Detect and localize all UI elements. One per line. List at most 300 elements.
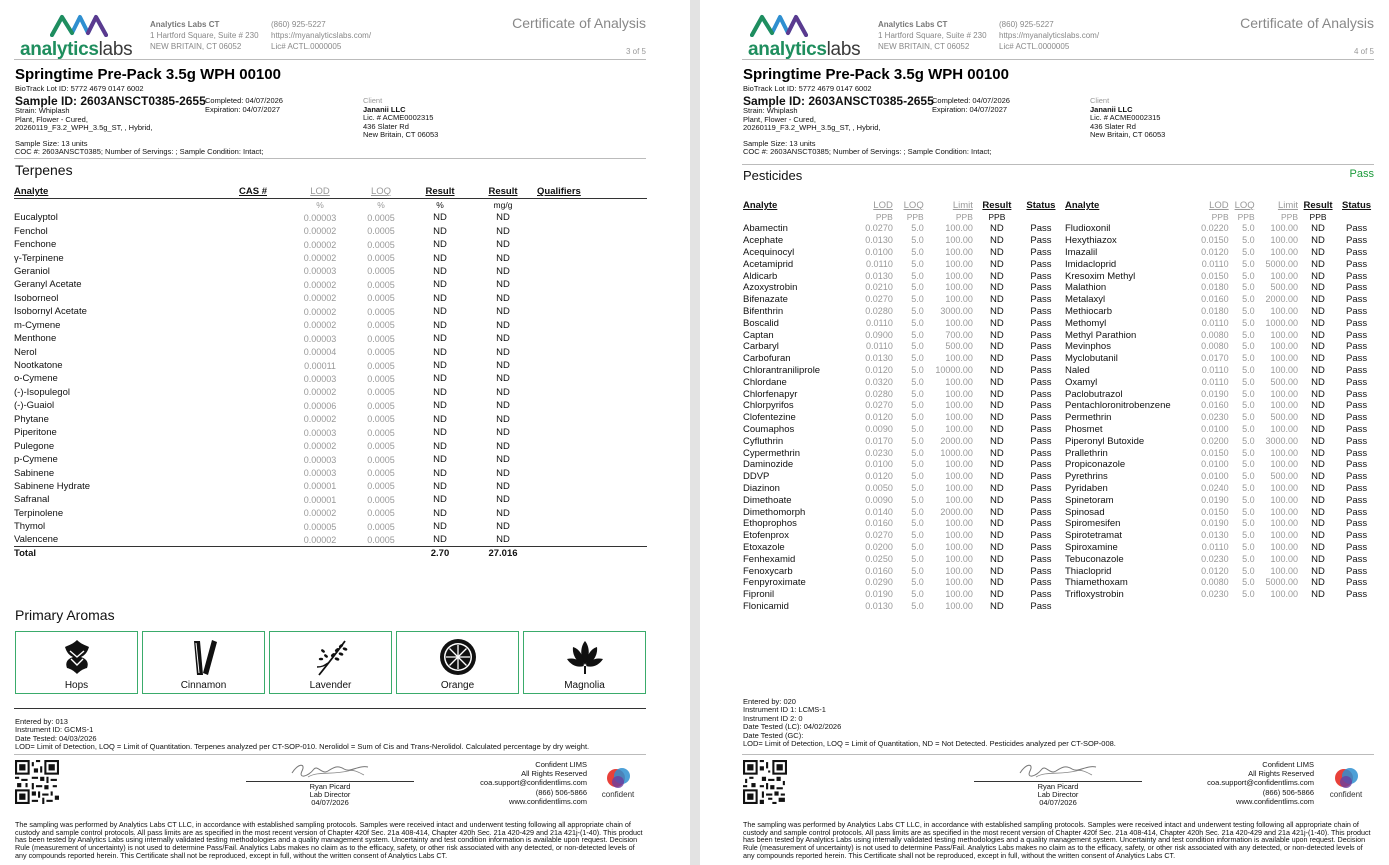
lims-phone: (866) 506-5866: [1262, 787, 1314, 797]
aroma-orange: [396, 631, 519, 694]
cas-cell: [239, 359, 289, 372]
legal-disclaimer: The sampling was performed by Analytics Labs CT LLC, in accordance with established sampling protocols. Samples were received intact and underwent testing following all appropriate chain of custody and sample control protocols. All pass limits are as specified in the most recent version of Chapter 420f Sec. 21a 408-414, Chapter 420h Sec. 21a 420-429 and 21a 421j-(1-40). This product has been tested by Analytics Labs using internally validated testing methodologies and a quality management system. Uncertainty and test condition information is available upon request. Decision Rule (measurement of uncertainty) is not used to determine Pass/Fail. Analytics Labs makes no claim as to the efficacy, safety, or other risk associated with any detected, or non-detected levels of any compounds reported herein. This Certificate shall not be reproduced, except in full, without the written consent of Analytics Labs CT.: [743, 820, 1371, 860]
table-row: [743, 353, 1061, 365]
analyte-cell: m-Cymene: [14, 319, 61, 331]
cas-cell: [239, 453, 289, 466]
table-row: [743, 589, 1061, 601]
analyte-cell: Thymol: [14, 521, 46, 533]
lab-website[interactable]: https://myanalyticslabs.com/: [999, 31, 1100, 40]
analyte-cell: Coumaphos: [743, 423, 795, 435]
analyte-cell: Acephate: [743, 235, 784, 247]
status-cell: Pass: [1030, 317, 1052, 329]
client-address1: 436 Slater Rd: [363, 121, 409, 131]
lab-name: Analytics Labs CT: [150, 20, 220, 29]
lod-cell: 0.00003: [303, 373, 337, 384]
analyte-cell: Flonicamid: [743, 600, 789, 612]
status-cell: Pass: [1030, 223, 1052, 235]
status-cell: Pass: [1030, 282, 1052, 294]
table-row: [1065, 306, 1375, 318]
signer-name: Ryan Picard: [309, 782, 351, 791]
limit-cell: 100.00: [945, 600, 973, 611]
limit-cell: 100.00: [1270, 400, 1298, 411]
lod-cell: 0.0100: [1201, 423, 1229, 434]
footer-rule-2: [742, 754, 1374, 755]
table-row: [743, 329, 1061, 341]
lod-cell: 0.0150: [1201, 506, 1229, 517]
client-license: Lic. # ACME0002315: [1090, 113, 1161, 123]
status-cell: Pass: [1030, 447, 1052, 459]
lab-address-line1: 1 Hartford Square, Suite # 230: [150, 31, 259, 40]
result-mgg-cell: ND: [496, 346, 510, 358]
analyte-cell: Methiocarb: [1065, 305, 1112, 317]
status-cell: Pass: [1345, 553, 1368, 565]
loq-cell: 5.0: [911, 435, 924, 446]
result-cell: ND: [990, 388, 1004, 400]
batch: 20260119_F3.2_WPH_3.5g_ST, , Hybrid,: [15, 123, 153, 133]
lod-cell: 0.0200: [865, 541, 893, 552]
result-cell: ND: [990, 577, 1004, 589]
result-cell: ND: [990, 317, 1004, 329]
signature-icon: [288, 759, 372, 783]
unit-result-pct: %: [436, 199, 444, 210]
limit-cell: 100.00: [945, 577, 973, 588]
table-row: [1065, 518, 1375, 530]
total-label: Total: [14, 547, 239, 560]
lab-license: Lic# ACTL.0000005: [999, 42, 1070, 51]
result-cell: ND: [990, 376, 1004, 388]
loq-cell: 0.0005: [367, 239, 395, 250]
status-cell: Pass: [1345, 471, 1368, 483]
table-row: [743, 459, 1061, 471]
legal-disclaimer: The sampling was performed by Analytics Labs CT LLC, in accordance with established sampling protocols. Samples were received intact and underwent testing following all appropriate chain of custody and sample control protocols. All pass limits are as specified in the most recent version of Chapter 420f Sec. 21a 408-414, Chapter 420h Sec. 21a 420-429 and 21a 421j-(1-40). This product has been tested by Analytics Labs using internally validated testing methodologies and a quality management system. Uncertainty and test condition information is available upon request. Decision Rule (measurement of uncertainty) is not used to determine Pass/Fail. Analytics Labs makes no claim as to the efficacy, safety, or other risk associated with any detected, or non-detected levels of any compounds reported herein. This Certificate shall not be reproduced, except in full, without the written consent of Analytics Labs CT.: [15, 820, 643, 860]
terpenes-table: [14, 186, 647, 560]
analyte-cell: Clofentezine: [743, 412, 796, 424]
table-row: [1065, 424, 1375, 436]
lab-contact: [999, 19, 1099, 52]
table-row: [14, 520, 647, 533]
cas-cell: [239, 211, 289, 224]
cas-cell: [239, 238, 289, 251]
col-result: Result: [1303, 200, 1333, 211]
client-name: Jananii LLC: [363, 104, 406, 114]
result-mgg-cell: ND: [496, 239, 510, 251]
col-cas: CAS #: [239, 186, 289, 198]
magnolia-icon: [565, 637, 605, 677]
loq-cell: 5.0: [1242, 235, 1255, 246]
table-row: [14, 238, 647, 251]
lod-cell: 0.00002: [303, 320, 337, 331]
table-row: [14, 439, 647, 452]
sample-size: Sample Size: 13 units: [15, 139, 88, 148]
limit-cell: 3000.00: [1265, 435, 1298, 446]
analyte-cell: Tebuconazole: [1065, 553, 1124, 565]
status-cell: Pass: [1345, 246, 1368, 258]
lod-cell: 0.0280: [865, 305, 893, 316]
status-cell: Pass: [1345, 317, 1368, 329]
lod-cell: 0.0050: [865, 482, 893, 493]
loq-cell: 5.0: [911, 329, 924, 340]
table-row: [743, 542, 1061, 554]
analyte-cell: Bifenthrin: [743, 305, 784, 317]
lab-address-line1: 1 Hartford Square, Suite # 230: [878, 31, 987, 40]
result-pct-cell: ND: [433, 454, 447, 466]
lims-info: [1207, 760, 1314, 806]
lod-cell: 0.0130: [865, 235, 893, 246]
limit-cell: 100.00: [1270, 589, 1298, 600]
result-cell: ND: [990, 423, 1004, 435]
loq-cell: 5.0: [911, 577, 924, 588]
col-qualifiers: Qualifiers: [537, 186, 647, 198]
status-cell: Pass: [1345, 400, 1368, 412]
terpenes-header-row: [14, 186, 647, 198]
col-status: Status: [1342, 200, 1372, 211]
status-cell: Pass: [1030, 294, 1052, 306]
table-row: [1065, 459, 1375, 471]
status-cell: Pass: [1345, 482, 1368, 494]
result-cell: ND: [1311, 270, 1325, 282]
result-mgg-cell: ND: [496, 480, 510, 492]
analyte-cell: Geraniol: [14, 265, 50, 277]
analyte-cell: Cyfluthrin: [743, 435, 784, 447]
loq-cell: 5.0: [1242, 541, 1255, 552]
loq-cell: 5.0: [1242, 376, 1255, 387]
lims-email[interactable]: coa.support@confidentlims.com: [480, 778, 587, 788]
limit-cell: 100.00: [945, 400, 973, 411]
qualifiers-cell: [537, 480, 647, 493]
result-cell: ND: [990, 235, 1004, 247]
qr-code-icon[interactable]: [743, 760, 787, 804]
qualifiers-cell: [537, 520, 647, 533]
sample-id: Sample ID: 2603ANSCT0385-2655: [15, 94, 206, 108]
loq-cell: 5.0: [911, 388, 924, 399]
analyte-cell: Captan: [743, 329, 774, 341]
table-row: [14, 372, 647, 385]
result-mgg-cell: ND: [496, 252, 510, 264]
limit-cell: 2000.00: [940, 435, 973, 446]
certificate-title: Certificate of Analysis: [512, 15, 646, 31]
header-rule: [14, 59, 646, 60]
hops-icon: [57, 637, 97, 677]
qualifiers-cell: [537, 547, 647, 560]
lod-cell: 0.0120: [1201, 565, 1229, 576]
lod-cell: 0.0100: [865, 246, 893, 257]
loq-cell: 0.0005: [367, 534, 395, 545]
lod-cell: 0.00004: [303, 347, 337, 358]
result-cell: ND: [990, 294, 1004, 306]
cas-cell: [239, 345, 289, 358]
limit-cell: 100.00: [945, 376, 973, 387]
analytics-labs-logo-text: analyticslabs: [748, 39, 861, 60]
limit-cell: 500.00: [1270, 412, 1298, 423]
lod-cell: 0.0130: [865, 270, 893, 281]
status-cell: Pass: [1030, 435, 1052, 447]
lod-cell: 0.00002: [303, 239, 337, 250]
status-cell: Pass: [1030, 565, 1052, 577]
unit-result: PPB: [988, 212, 1006, 222]
table-row: [14, 480, 647, 493]
analyte-cell: (-)-Guaiol: [14, 400, 55, 412]
result-pct-cell: ND: [433, 413, 447, 425]
loq-cell: 0.0005: [367, 360, 395, 371]
loq-cell: 5.0: [911, 553, 924, 564]
analyte-cell: Hexythiazox: [1065, 235, 1117, 247]
analyte-cell: Prallethrin: [1065, 447, 1108, 459]
lod-cell: 0.00002: [303, 387, 337, 398]
status-cell: Pass: [1030, 400, 1052, 412]
result-cell: ND: [990, 518, 1004, 530]
table-row: [1065, 530, 1375, 542]
matrix: Plant, Flower - Cured,: [743, 114, 816, 124]
analyte-cell: Thiacloprid: [1065, 565, 1112, 577]
cinnamon-icon: [184, 637, 224, 677]
lod-cell: 0.00002: [303, 508, 337, 519]
limit-cell: 100.00: [1270, 246, 1298, 257]
instrument-id-1: Instrument ID 1: LCMS-1: [743, 705, 826, 715]
lims-website[interactable]: www.confidentlims.com: [1236, 796, 1314, 806]
result-cell: ND: [990, 553, 1004, 565]
cas-cell: [239, 493, 289, 506]
limit-cell: 100.00: [945, 494, 973, 505]
qr-code-icon[interactable]: [15, 760, 59, 804]
limit-cell: 100.00: [945, 388, 973, 399]
loq-cell: 0.0005: [367, 494, 395, 505]
result-cell: ND: [990, 589, 1004, 601]
col-lod: LOD: [873, 200, 893, 211]
analyte-cell: Pyridaben: [1065, 482, 1108, 494]
table-row: [1065, 494, 1375, 506]
lab-address: [878, 19, 987, 52]
lod-cell: 0.0210: [865, 282, 893, 293]
test-footer-notes: [743, 698, 1116, 748]
result-mgg-cell: ND: [496, 265, 510, 277]
loq-cell: 5.0: [1242, 482, 1255, 493]
cas-cell: [239, 547, 289, 560]
lims-website[interactable]: www.confidentlims.com: [509, 796, 587, 806]
biotrack-lot-id: BioTrack Lot ID: 5772 4679 0147 6002: [743, 84, 872, 93]
qualifiers-cell: [537, 292, 647, 305]
lod-cell: 0.00003: [303, 212, 337, 223]
loq-cell: 0.0005: [367, 387, 395, 398]
lod-cell: 0.00001: [303, 481, 337, 492]
table-row: [743, 424, 1061, 436]
limit-cell: 100.00: [1270, 518, 1298, 529]
table-row: [1065, 506, 1375, 518]
loq-cell: 5.0: [911, 530, 924, 541]
result-pct-cell: ND: [433, 386, 447, 398]
lod-cell: 0.0230: [865, 447, 893, 458]
lod-cell: 0.0190: [1201, 388, 1229, 399]
result-cell: ND: [990, 305, 1004, 317]
lims-email[interactable]: coa.support@confidentlims.com: [1207, 778, 1314, 788]
client-name: Jananii LLC: [1090, 104, 1133, 114]
lod-cell: 0.0270: [865, 223, 893, 234]
loq-cell: 0.0005: [367, 333, 395, 344]
result-cell: ND: [990, 494, 1004, 506]
lod-cell: 0.00002: [303, 441, 337, 452]
unit-loq: PPB: [1237, 212, 1255, 222]
result-mgg-cell: ND: [496, 333, 510, 345]
confident-logo-icon: [1326, 766, 1366, 800]
result-cell: ND: [1311, 494, 1325, 506]
coa-page-4: [700, 0, 1389, 865]
lod-cell: 0.0270: [865, 400, 893, 411]
lod-cell: 0.0100: [865, 459, 893, 470]
loq-cell: 5.0: [1242, 400, 1255, 411]
result-cell: ND: [990, 412, 1004, 424]
col-loq: LOQ: [1234, 200, 1255, 211]
lab-website[interactable]: https://myanalyticslabs.com/: [271, 31, 372, 40]
table-row: [743, 412, 1061, 424]
lod-cell: 0.00003: [303, 454, 337, 465]
limit-cell: 100.00: [945, 589, 973, 600]
result-cell: ND: [1311, 305, 1325, 317]
table-row: [14, 345, 647, 358]
svg-text:confident: confident: [1329, 790, 1363, 799]
signature-icon: [1016, 759, 1100, 783]
client-block: [363, 97, 438, 140]
result-cell: ND: [1311, 294, 1325, 306]
table-row: [14, 453, 647, 466]
loq-cell: 5.0: [911, 423, 924, 434]
result-pct-cell: ND: [433, 467, 447, 479]
limit-cell: 100.00: [1270, 353, 1298, 364]
lod-cell: 0.0170: [865, 435, 893, 446]
loq-cell: 5.0: [911, 412, 924, 423]
result-pct-cell: ND: [433, 534, 447, 546]
analyte-cell: DDVP: [743, 471, 770, 483]
limit-cell: 100.00: [1270, 270, 1298, 281]
analyte-cell: p-Cymene: [14, 454, 58, 466]
limit-cell: 100.00: [945, 553, 973, 564]
analyte-cell: Cypermethrin: [743, 447, 801, 459]
lab-address: [150, 19, 259, 52]
loq-cell: 5.0: [1242, 317, 1255, 328]
analyte-cell: Dimethoate: [743, 494, 792, 506]
signer-block: [246, 783, 414, 808]
limit-cell: 100.00: [945, 423, 973, 434]
result-cell: ND: [990, 400, 1004, 412]
loq-cell: 5.0: [911, 305, 924, 316]
analyte-cell: Carbaryl: [743, 341, 779, 353]
aroma-hops: [15, 631, 138, 694]
analyte-cell: Piperonyl Butoxide: [1065, 435, 1145, 447]
result-cell: ND: [990, 565, 1004, 577]
analyte-cell: Carbofuran: [743, 353, 791, 365]
pesticides-table-right: [1065, 199, 1375, 601]
limit-cell: 100.00: [1270, 447, 1298, 458]
result-mgg-cell: ND: [496, 386, 510, 398]
expiration-date: Expiration: 04/07/2027: [932, 104, 1008, 114]
cas-cell: [239, 480, 289, 493]
instrument-id: Instrument ID: GCMS-1: [15, 725, 94, 735]
status-cell: Pass: [1345, 423, 1368, 435]
analyte-cell: Geranyl Acetate: [14, 279, 82, 291]
lod-cell: 0.0190: [1201, 518, 1229, 529]
lod-cell: 0.0270: [865, 530, 893, 541]
status-cell: Pass: [1030, 376, 1052, 388]
cas-cell: [239, 292, 289, 305]
status-cell: Pass: [1345, 364, 1368, 376]
result-mgg-cell: ND: [496, 534, 510, 546]
aroma-label-hops: Hops: [64, 680, 89, 691]
result-cell: ND: [990, 329, 1004, 341]
terpenes-section-title: Terpenes: [15, 162, 73, 178]
pesticides-status-badge: Pass: [1349, 168, 1374, 180]
qualifiers-cell: [537, 466, 647, 479]
lod-cell: 0.0150: [1201, 235, 1229, 246]
status-cell: Pass: [1345, 530, 1368, 542]
loq-cell: 5.0: [911, 294, 924, 305]
qualifiers-cell: [537, 493, 647, 506]
status-cell: Pass: [1345, 412, 1368, 424]
result-cell: ND: [1311, 482, 1325, 494]
result-cell: ND: [990, 459, 1004, 471]
col-lod: LOD: [1209, 200, 1229, 211]
table-row: [14, 224, 647, 237]
status-cell: Pass: [1345, 282, 1368, 294]
limit-cell: 5000.00: [1265, 258, 1298, 269]
qualifiers-cell: [537, 426, 647, 439]
result-pct-cell: ND: [433, 279, 447, 291]
unit-limit: PPB: [955, 212, 973, 222]
batch: 20260119_F3.2_WPH_3.5g_ST, , Hybrid,: [743, 123, 881, 133]
analyte-cell: Myclobutanil: [1065, 353, 1118, 365]
lod-cell: 0.0250: [865, 553, 893, 564]
result-mgg-cell: ND: [496, 440, 510, 452]
product-title: Springtime Pre-Pack 3.5g WPH 00100: [743, 66, 1009, 83]
analyte-cell: Metalaxyl: [1065, 294, 1106, 306]
loq-cell: 5.0: [1242, 423, 1255, 434]
analytics-labs-logo-icon: [750, 13, 808, 37]
result-cell: ND: [990, 364, 1004, 376]
limit-cell: 100.00: [1270, 541, 1298, 552]
status-cell: Pass: [1030, 553, 1052, 565]
qualifiers-cell: [537, 534, 647, 547]
table-row: [14, 211, 647, 224]
lod-cell: 0.0280: [865, 388, 893, 399]
lod-cell: [289, 547, 351, 560]
limit-cell: 100.00: [945, 530, 973, 541]
loq-cell: 0.0005: [367, 347, 395, 358]
table-row: [14, 251, 647, 264]
limit-cell: 10000.00: [935, 364, 973, 375]
status-cell: Pass: [1030, 541, 1052, 553]
loq-cell: 5.0: [911, 494, 924, 505]
analyte-cell: Phytane: [14, 413, 49, 425]
result-mgg-cell: ND: [496, 413, 510, 425]
limit-cell: 100.00: [945, 541, 973, 552]
table-row: [1065, 223, 1375, 235]
col-result: Result: [982, 200, 1012, 211]
table-row: [743, 518, 1061, 530]
unit-lod: PPB: [875, 212, 893, 222]
date-tested-gc: Date Tested (GC):: [743, 730, 804, 740]
result-pct-cell: ND: [433, 346, 447, 358]
analyte-cell: Oxamyl: [1065, 376, 1098, 388]
analyte-cell: Isobornyl Acetate: [14, 306, 87, 318]
table-row: [1065, 294, 1375, 306]
limit-cell: 100.00: [945, 565, 973, 576]
limit-cell: 100.00: [1270, 305, 1298, 316]
result-cell: ND: [1311, 589, 1325, 601]
confident-logo-icon: [598, 766, 638, 800]
loq-cell: 0.0005: [367, 373, 395, 384]
lod-cell: 0.0220: [1201, 223, 1229, 234]
lod-cell: 0.00005: [303, 521, 337, 532]
loq-cell: 5.0: [911, 482, 924, 493]
result-cell: ND: [1311, 329, 1325, 341]
unit-lod: PPB: [1211, 212, 1229, 222]
